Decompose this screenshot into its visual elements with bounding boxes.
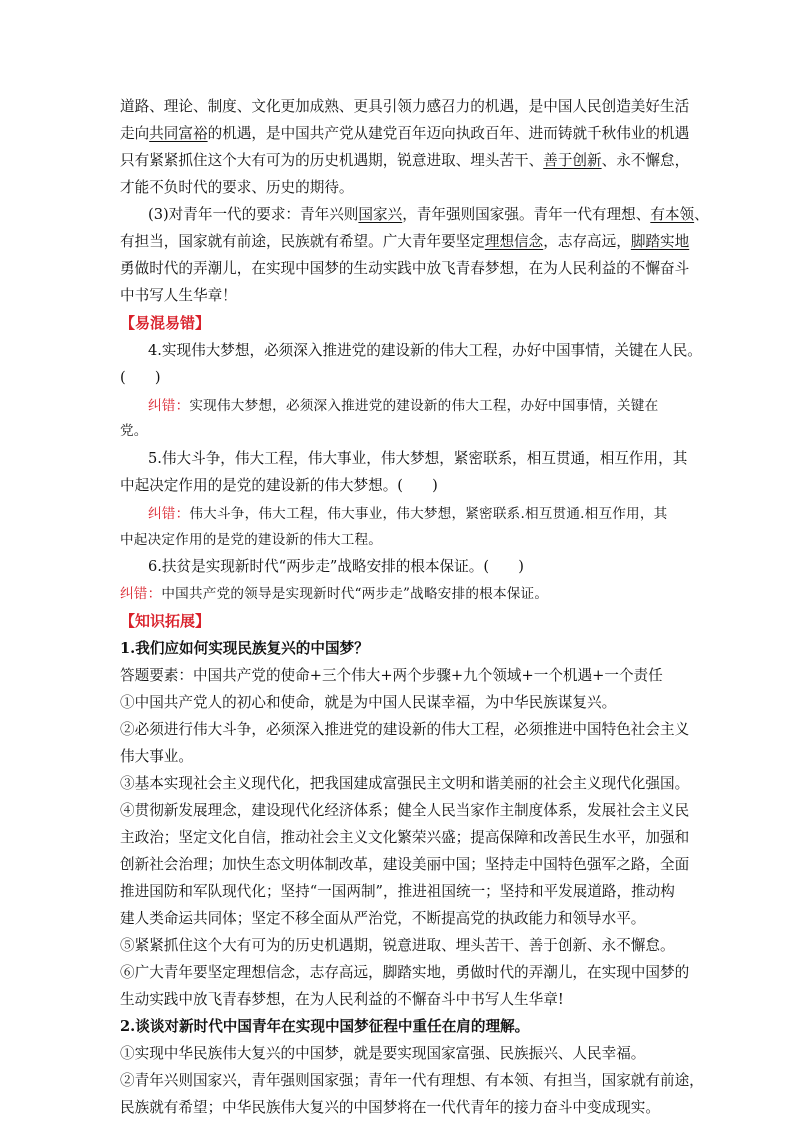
knowledge-line: ①实现中华民族伟大复兴的中国梦，就是要实现国家富强、民族振兴、人民幸福。 [120, 1045, 646, 1062]
correction-4-cont: 党。 [120, 423, 148, 439]
paragraph-line: 只有紧紧抓住这个大有可为的历史机遇期，锐意进取、埋头苦干、善于创新、永不懈怠， [120, 152, 690, 169]
question-4: 4.实现伟大梦想，必须深入推进党的建设新的伟大工程，办好中国事情，关键在人民。 [148, 342, 702, 359]
underlined-term: 脚踏实地 [630, 233, 690, 250]
knowledge-line: ②青年兴则国家兴，青年强则国家强；青年一代有理想、有本领、有担当，国家就有前途， [120, 1072, 704, 1089]
underlined-term: 共同富裕 [149, 125, 208, 142]
correction-label: 纠错： [148, 506, 190, 522]
correction-4: 纠错：实现伟大梦想，必须深入推进党的建设新的伟大工程，办好中国事情，关键在 [148, 398, 659, 414]
knowledge-line: 主政治；坚定文化自信，推动社会主义文化繁荣兴盛；提高保障和改善民生水平，加强和 [120, 829, 690, 846]
question-5-cont: 中起决定作用的是党的建设新的伟大梦想。( ) [120, 477, 438, 494]
correction-6: 纠错：中国共产党的领导是实现新时代“两步走”战略安排的根本保证。 [120, 586, 549, 602]
knowledge-line: ①中国共产党人的初心和使命，就是为中国人民谋幸福，为中华民族谋复兴。 [120, 694, 617, 711]
knowledge-line: 生动实践中放飞青春梦想，在为人民利益的不懈奋斗中书写人生华章! [120, 991, 564, 1008]
paragraph-line: 道路、理论、制度、文化更加成熟、更具引领力感召力的机遇，是中国人民创造美好生活 [120, 98, 690, 115]
knowledge-line: ④贯彻新发展理念，建设现代化经济体系；健全人民当家作主制度体系，发展社会主义民 [120, 802, 690, 819]
paragraph-line: 中书写人生华章！ [120, 287, 237, 304]
knowledge-line: 建人类命运共同体；坚定不移全面从严治党，不断提高党的执政能力和领导水平。 [120, 910, 646, 927]
underlined-term: 有本领 [650, 206, 695, 223]
question-6: 6.扶贫是实现新时代“两步走”战略安排的根本保证。( ) [148, 558, 524, 575]
knowledge-line: ⑥广大青年要坚定理想信念，志存高远，脚踏实地，勇做时代的弄潮儿，在实现中国梦的 [120, 964, 690, 981]
section-heading-extension: 【知识拓展】 [120, 612, 211, 630]
knowledge-line: 伟大事业。 [120, 748, 193, 765]
paragraph-line: 勇做时代的弄潮儿，在实现中国梦的生动实践中放飞青春梦想，在为人民利益的不懈奋斗 [120, 260, 690, 277]
knowledge-question-1: 1.我们应如何实现民族复兴的中国梦？ [120, 640, 369, 657]
knowledge-line: ⑤紧紧抓住这个大有可为的历史机遇期，锐意进取、埋头苦干、善于创新、永不懈怠。 [120, 937, 675, 954]
knowledge-line: 创新社会治理；加快生态文明体制改革，建设美丽中国；坚持走中国特色强军之路，全面 [120, 856, 690, 873]
paragraph-line: 有担当，国家就有前途，民族就有希望。广大青年要坚定理想信念，志存高远，脚踏实地 [120, 233, 690, 250]
paragraph-line: 才能不负时代的要求、历史的期待。 [120, 179, 354, 196]
correction-5: 纠错：伟大斗争，伟大工程，伟大事业，伟大梦想，紧密联系.相互贯通.相互作用，其 [148, 506, 668, 522]
knowledge-line: ③基本实现社会主义现代化，把我国建成富强民主文明和谐美丽的社会主义现代化强国。 [120, 775, 690, 792]
underlined-term: 国家兴 [358, 206, 403, 223]
underlined-term: 善于创新 [543, 152, 602, 169]
knowledge-line: ②必须进行伟大斗争，必须深入推进党的建设新的伟大工程，必须推进中国特色社会主义 [120, 721, 690, 738]
question-5: 5.伟大斗争，伟大工程，伟大事业，伟大梦想，紧密联系，相互贯通，相互作用，其 [148, 450, 688, 467]
correction-label: 纠错： [120, 586, 162, 602]
knowledge-question-2: 2.谈谈对新时代中国青年在实现中国梦征程中重任在肩的理解。 [120, 1018, 530, 1035]
paragraph-line: (3)对青年一代的要求：青年兴则国家兴，青年强则国家强。青年一代有理想、有本领、 [148, 206, 709, 223]
answer-parentheses: ( ) [120, 369, 161, 386]
knowledge-line: 答题要素：中国共产党的使命+三个伟大+两个步骤+九个领域+一个机遇+一个责任 [120, 667, 663, 684]
correction-5-cont: 中起决定作用的是党的建设新的伟大工程。 [120, 532, 383, 548]
underlined-term: 理想信念 [484, 233, 544, 250]
section-heading-confusions: 【易混易错】 [120, 314, 211, 332]
knowledge-line: 推进国防和军队现代化；坚持“一国两制”，推进祖国统一；坚持和平发展道路，推动构 [120, 883, 675, 900]
paragraph-line: 走向共同富裕的机遇，是中国共产党从建党百年迈向执政百年、进而铸就千秋伟业的机遇 [120, 125, 690, 142]
correction-label: 纠错： [148, 398, 190, 414]
knowledge-line: 民族就有希望；中华民族伟大复兴的中国梦将在一代代青年的接力奋斗中变成现实。 [120, 1099, 660, 1116]
